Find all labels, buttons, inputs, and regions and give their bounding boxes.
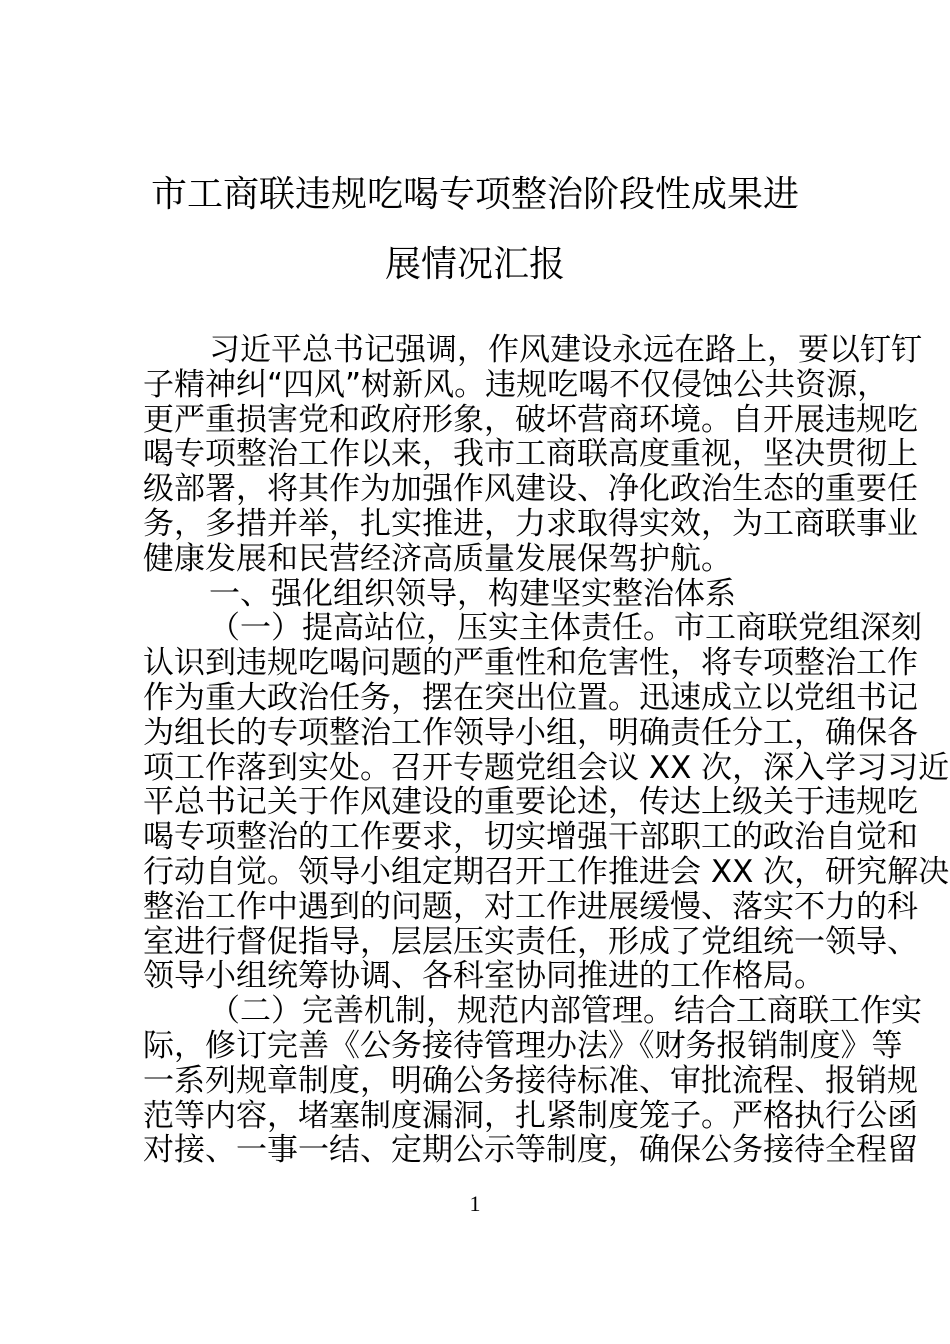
document-body (143, 332, 950, 1169)
text-line: 级部署，将其作为加强作风建设、净化政治生态的重要任 (143, 471, 918, 508)
page-number: 1 (469, 1191, 481, 1216)
text-line: 际，修订完善《公务接待管理办法》《财务报销制度》等 (143, 1027, 903, 1064)
text-line: 为组长的专项整治工作领导小组，明确责任分工，确保各 (143, 714, 918, 751)
text-line: 喝专项整治工作以来，我市工商联高度重视，坚决贯彻上 (143, 436, 918, 473)
paragraph (143, 332, 922, 577)
text-line: 习近平总书记强调，作风建设永远在路上，要以钉钉 (209, 332, 922, 368)
text-line: 健康发展和民营经济高质量发展保驾护航。 (143, 540, 732, 577)
text-line: 务，多措并举，扎实推进，力求取得实效，为工商联事业 (143, 505, 918, 542)
text-line: 子精神纠“四风”树新风。违规吃喝不仅侵蚀公共资源， (143, 366, 889, 403)
text-line: 整治工作中遇到的问题，对工作进展缓慢、落实不力的科 (143, 888, 918, 925)
text-line: 更严重损害党和政府形象，破坏营商环境。自开展违规吃 (143, 401, 918, 438)
text-line: 一系列规章制度，明确公务接待标准、审批流程、报销规 (143, 1062, 918, 1099)
text-line: 项工作落到实处。召开专题党组会议 XX 次，深入学习习近 (143, 749, 950, 786)
document-title (100, 160, 850, 300)
text-line: 领导小组统筹协调、各科室协同推进的工作格局。 (143, 958, 825, 995)
paragraph (143, 993, 922, 1169)
text-line: （一）提高站位，压实主体责任。市工商联党组深刻 (209, 610, 922, 647)
title-line: 市工商联违规吃喝专项整治阶段性成果进 (150, 174, 799, 215)
text-line: 对接、一事一结、定期公示等制度，确保公务接待全程留 (143, 1132, 918, 1169)
text-line: 室进行督促指导，层层压实责任，形成了党组统一领导、 (143, 923, 918, 960)
text-line: 喝专项整治的工作要求，切实增强干部职工的政治自觉和 (143, 819, 918, 856)
text-line: 平总书记关于作风建设的重要论述，传达上级关于违规吃 (143, 784, 918, 821)
text-line: 认识到违规吃喝问题的严重性和危害性，将专项整治工作 (143, 645, 918, 682)
text-line: 作为重大政治任务，摆在突出位置。迅速成立以党组书记 (143, 679, 918, 716)
title-line: 展情况汇报 (384, 244, 565, 285)
text-line: 一、强化组织领导，构建坚实整治体系 (209, 575, 736, 612)
text-line: 范等内容，堵塞制度漏洞，扎紧制度笼子。严格执行公函 (143, 1097, 918, 1134)
text-line: （二）完善机制，规范内部管理。结合工商联工作实 (209, 993, 922, 1030)
section-heading (143, 577, 805, 612)
text-line: 行动自觉。领导小组定期召开工作推进会 XX 次，研究解决 (143, 853, 950, 890)
paragraph (143, 610, 950, 995)
